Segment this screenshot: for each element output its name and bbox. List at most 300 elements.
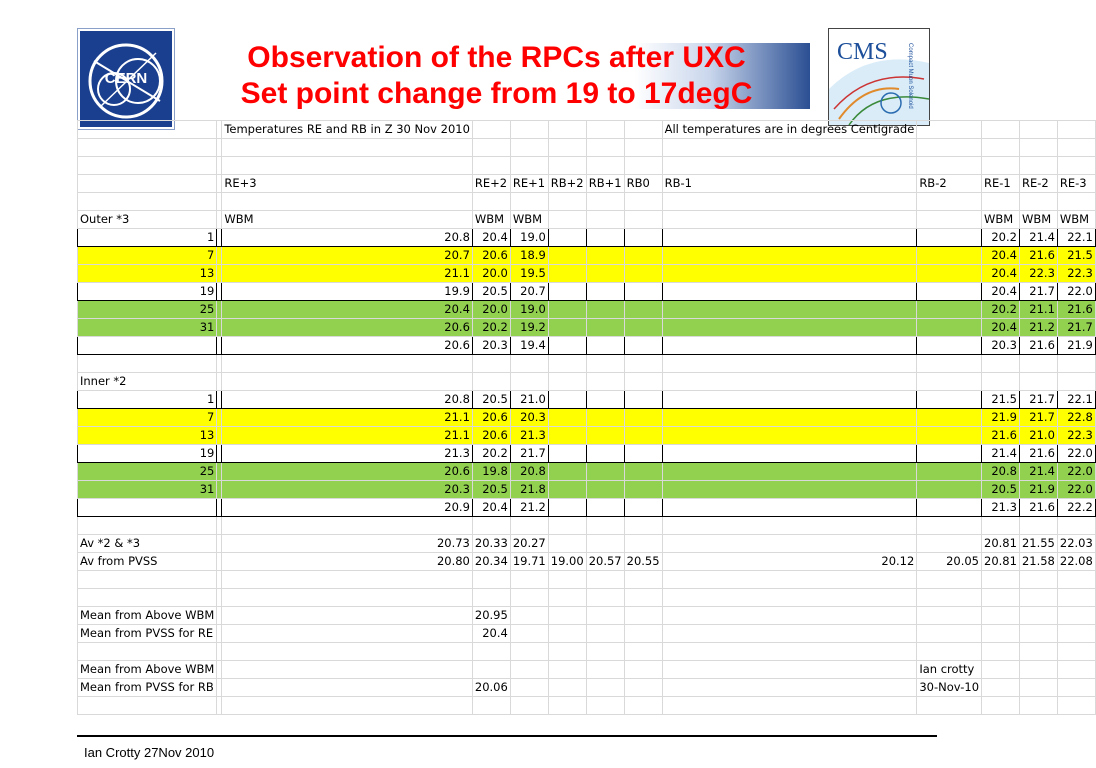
table-cell: [78, 571, 217, 589]
table-cell: 21.9: [982, 409, 1020, 427]
table-cell: [1019, 121, 1057, 139]
table-cell: 21.5: [1057, 247, 1095, 265]
table-cell: RB0: [624, 175, 662, 193]
table-cell: 22.0: [1057, 463, 1095, 481]
table-cell: [624, 499, 662, 517]
table-cell: [548, 139, 586, 157]
table-cell: [1057, 139, 1095, 157]
table-cell: [1057, 373, 1095, 391]
table-cell: [624, 481, 662, 499]
table-cell: 19.71: [510, 553, 548, 571]
table-row: [78, 427, 1096, 445]
table-cell: 20.81: [982, 535, 1020, 553]
table-cell: [662, 337, 917, 355]
table-cell: [624, 139, 662, 157]
table-row: [78, 193, 1096, 211]
table-cell: [1019, 373, 1057, 391]
table-cell: 21.3: [982, 499, 1020, 517]
table-cell: 20.8: [510, 463, 548, 481]
table-cell: [1057, 193, 1095, 211]
table-cell: [662, 373, 917, 391]
table-cell: Outer *3: [78, 211, 217, 229]
table-cell: [1057, 679, 1095, 697]
table-cell: 20.6: [222, 319, 473, 337]
table-cell: [917, 139, 982, 157]
table-cell: [662, 229, 917, 247]
table-cell: [917, 517, 982, 535]
table-cell: [548, 409, 586, 427]
table-cell: 20.6: [222, 463, 473, 481]
table-cell: [586, 697, 624, 715]
table-cell: [472, 157, 510, 175]
table-cell: [586, 283, 624, 301]
table-cell: [548, 445, 586, 463]
table-cell: 1: [78, 391, 217, 409]
table-cell: 20.95: [472, 607, 510, 625]
table-cell: [917, 337, 982, 355]
table-cell: 22.03: [1057, 535, 1095, 553]
table-row: [78, 589, 1096, 607]
table-cell: [1019, 571, 1057, 589]
table-cell: [472, 661, 510, 679]
table-cell: [917, 463, 982, 481]
table-row: [78, 463, 1096, 481]
table-cell: [917, 697, 982, 715]
table-cell: [624, 391, 662, 409]
table-cell: [982, 625, 1020, 643]
table-cell: [548, 607, 586, 625]
table-row: [78, 247, 1096, 265]
table-cell: [917, 445, 982, 463]
table-cell: [624, 355, 662, 373]
table-cell: [662, 463, 917, 481]
table-cell: [78, 175, 217, 193]
table-cell: 20.8: [222, 229, 473, 247]
table-cell: [586, 301, 624, 319]
table-cell: 21.6: [1019, 337, 1057, 355]
table-row: [78, 553, 1096, 571]
table-cell: [548, 211, 586, 229]
table-cell: 22.08: [1057, 553, 1095, 571]
table-cell: 19.4: [510, 337, 548, 355]
table-row: [78, 265, 1096, 283]
table-cell: [662, 499, 917, 517]
table-cell: 19.00: [548, 553, 586, 571]
table-cell: [917, 499, 982, 517]
table-cell: 21.0: [510, 391, 548, 409]
table-cell: [78, 499, 217, 517]
table-cell: [917, 589, 982, 607]
table-cell: [662, 589, 917, 607]
table-cell: Av *2 & *3: [78, 535, 217, 553]
table-cell: 20.57: [586, 553, 624, 571]
table-cell: [510, 373, 548, 391]
table-cell: [548, 463, 586, 481]
table-cell: [548, 625, 586, 643]
table-cell: 21.1: [1019, 301, 1057, 319]
table-cell: 20.2: [982, 301, 1020, 319]
table-cell: [78, 697, 217, 715]
table-cell: RE-2: [1019, 175, 1057, 193]
table-cell: [624, 517, 662, 535]
table-cell: 20.3: [472, 337, 510, 355]
table-cell: 21.4: [1019, 229, 1057, 247]
table-cell: 25: [78, 301, 217, 319]
table-cell: 20.2: [982, 229, 1020, 247]
table-cell: 20.3: [982, 337, 1020, 355]
svg-text:Compact Muon Solenoid: Compact Muon Solenoid: [907, 43, 913, 109]
table-cell: 20.4: [982, 283, 1020, 301]
table-cell: [548, 355, 586, 373]
table-row: [78, 157, 1096, 175]
table-cell: 21.7: [510, 445, 548, 463]
table-cell: [624, 445, 662, 463]
table-cell: [78, 139, 217, 157]
table-cell: 20.34: [472, 553, 510, 571]
table-row: [78, 517, 1096, 535]
table-cell: [624, 301, 662, 319]
table-cell: [662, 535, 917, 553]
table-cell: [510, 517, 548, 535]
table-cell: [662, 139, 917, 157]
table-cell: [917, 301, 982, 319]
table-cell: 20.55: [624, 553, 662, 571]
table-cell: 20.6: [472, 427, 510, 445]
table-cell: 21.7: [1019, 409, 1057, 427]
table-cell: [472, 193, 510, 211]
title-line-2: Set point change from 19 to 17degC: [240, 77, 753, 110]
table-cell: [222, 373, 473, 391]
table-cell: [1057, 355, 1095, 373]
table-cell: 21.5: [982, 391, 1020, 409]
table-cell: [1019, 607, 1057, 625]
table-cell: [624, 463, 662, 481]
table-cell: [624, 265, 662, 283]
table-cell: 19.0: [510, 229, 548, 247]
table-cell: 20.3: [510, 409, 548, 427]
table-cell: [222, 643, 473, 661]
table-cell: 21.3: [510, 427, 548, 445]
table-cell: 20.4: [472, 625, 510, 643]
table-cell: [917, 229, 982, 247]
table-cell: [586, 247, 624, 265]
table-cell: [1019, 625, 1057, 643]
table-cell: 20.4: [472, 229, 510, 247]
cern-logo: [78, 29, 174, 129]
table-row: [78, 409, 1096, 427]
table-cell: 21.2: [510, 499, 548, 517]
table-cell: [222, 679, 473, 697]
table-cell: [917, 283, 982, 301]
table-cell: [510, 571, 548, 589]
table-cell: [1019, 697, 1057, 715]
table-row: [78, 661, 1096, 679]
table-cell: [624, 283, 662, 301]
table-cell: [586, 679, 624, 697]
table-cell: [624, 697, 662, 715]
table-cell: [586, 535, 624, 553]
table-cell: 20.27: [510, 535, 548, 553]
title-line-1: Observation of the RPCs after UXC: [247, 41, 746, 74]
table-cell: 19.5: [510, 265, 548, 283]
table-cell: [586, 355, 624, 373]
table-cell: All temperatures are in degrees Centigrade: [662, 121, 917, 139]
table-cell: [548, 391, 586, 409]
table-cell: [472, 121, 510, 139]
table-cell: [1019, 517, 1057, 535]
table-cell: [222, 697, 473, 715]
table-cell: [917, 373, 982, 391]
table-cell: [662, 247, 917, 265]
table-cell: [222, 517, 473, 535]
table-row: [78, 355, 1096, 373]
table-cell: [510, 589, 548, 607]
table-row: [78, 175, 1096, 193]
table-cell: [586, 211, 624, 229]
cern-logo-graphic: [80, 31, 172, 127]
table-row: [78, 607, 1096, 625]
table-cell: [982, 373, 1020, 391]
table-cell: WBM: [510, 211, 548, 229]
table-cell: [548, 193, 586, 211]
table-cell: [510, 121, 548, 139]
table-cell: [917, 625, 982, 643]
table-row: [78, 445, 1096, 463]
table-cell: [472, 373, 510, 391]
table-cell: [662, 481, 917, 499]
table-cell: [624, 229, 662, 247]
table-cell: [78, 355, 217, 373]
table-cell: [510, 193, 548, 211]
table-cell: 20.8: [222, 391, 473, 409]
table-cell: [586, 643, 624, 661]
table-cell: 30-Nov-10: [917, 679, 982, 697]
table-cell: 20.6: [472, 247, 510, 265]
table-cell: [917, 391, 982, 409]
table-cell: [917, 535, 982, 553]
table-cell: [917, 427, 982, 445]
table-cell: [586, 445, 624, 463]
table-cell: [917, 607, 982, 625]
table-cell: [586, 139, 624, 157]
table-cell: [1057, 661, 1095, 679]
table-cell: 21.1: [222, 265, 473, 283]
table-cell: [1057, 571, 1095, 589]
table-cell: [222, 193, 473, 211]
table-cell: [624, 211, 662, 229]
table-cell: [548, 535, 586, 553]
table-cell: [982, 643, 1020, 661]
table-cell: Inner *2: [78, 373, 217, 391]
table-cell: [1057, 517, 1095, 535]
table-cell: 22.3: [1057, 265, 1095, 283]
table-cell: RB-1: [662, 175, 917, 193]
table-cell: [222, 355, 473, 373]
table-cell: RB+1: [586, 175, 624, 193]
table-cell: 21.6: [1019, 499, 1057, 517]
table-cell: [586, 157, 624, 175]
table-cell: 20.06: [472, 679, 510, 697]
table-cell: [586, 337, 624, 355]
table-cell: [624, 121, 662, 139]
cms-logo-graphic: [829, 29, 929, 125]
table-cell: 21.1: [222, 427, 473, 445]
table-cell: [917, 157, 982, 175]
slide-title: [183, 43, 810, 109]
table-cell: 20.4: [222, 301, 473, 319]
table-cell: 20.6: [472, 409, 510, 427]
table-cell: 20.7: [510, 283, 548, 301]
table-cell: [586, 193, 624, 211]
table-cell: 19: [78, 283, 217, 301]
table-row: [78, 499, 1096, 517]
table-cell: 20.5: [472, 481, 510, 499]
table-cell: [917, 247, 982, 265]
table-cell: [548, 229, 586, 247]
table-cell: 20.4: [982, 319, 1020, 337]
table-cell: [982, 517, 1020, 535]
table-cell: [472, 697, 510, 715]
table-cell: 22.2: [1057, 499, 1095, 517]
table-cell: [548, 319, 586, 337]
table-cell: [982, 607, 1020, 625]
table-cell: 20.05: [917, 553, 982, 571]
footer-divider: [77, 735, 937, 737]
table-cell: [917, 355, 982, 373]
table-cell: [662, 319, 917, 337]
footer-text: Ian Crotty 27Nov 2010: [84, 745, 215, 760]
table-cell: [982, 157, 1020, 175]
table-cell: [1019, 193, 1057, 211]
table-cell: [982, 679, 1020, 697]
table-cell: [624, 373, 662, 391]
table-cell: 19: [78, 445, 217, 463]
table-cell: 21.8: [510, 481, 548, 499]
table-cell: [586, 373, 624, 391]
table-cell: [548, 337, 586, 355]
table-cell: [548, 499, 586, 517]
table-cell: [624, 535, 662, 553]
table-cell: 20.2: [472, 445, 510, 463]
table-cell: [982, 589, 1020, 607]
table-cell: 21.6: [1019, 445, 1057, 463]
table-cell: [510, 607, 548, 625]
table-cell: [624, 427, 662, 445]
table-cell: 21.1: [222, 409, 473, 427]
table-row: [78, 319, 1096, 337]
table-cell: [1057, 625, 1095, 643]
table-cell: [982, 661, 1020, 679]
table-row: [78, 481, 1096, 499]
table-cell: [662, 445, 917, 463]
table-cell: [624, 643, 662, 661]
table-cell: [662, 607, 917, 625]
table-cell: [548, 301, 586, 319]
table-row: [78, 301, 1096, 319]
table-cell: [1057, 643, 1095, 661]
table-cell: 20.9: [222, 499, 473, 517]
table-cell: [548, 679, 586, 697]
table-cell: Mean from Above WBM: [78, 661, 217, 679]
table-cell: [1057, 121, 1095, 139]
table-cell: [662, 391, 917, 409]
table-cell: [222, 157, 473, 175]
table-cell: [1057, 589, 1095, 607]
table-cell: 20.0: [472, 301, 510, 319]
table-cell: [624, 157, 662, 175]
table-cell: 20.4: [982, 247, 1020, 265]
table-cell: [586, 517, 624, 535]
table-cell: [624, 589, 662, 607]
table-cell: [222, 607, 473, 625]
table-cell: [548, 121, 586, 139]
table-cell: [662, 409, 917, 427]
table-cell: Ian crotty: [917, 661, 982, 679]
table-cell: 19.2: [510, 319, 548, 337]
table-cell: [624, 607, 662, 625]
table-cell: [586, 571, 624, 589]
table-cell: [586, 391, 624, 409]
table-cell: [586, 481, 624, 499]
table-cell: [917, 265, 982, 283]
table-cell: RE+3: [222, 175, 473, 193]
table-cell: [1019, 589, 1057, 607]
table-cell: [982, 571, 1020, 589]
table-cell: [222, 625, 473, 643]
table-cell: [1019, 679, 1057, 697]
table-cell: [624, 247, 662, 265]
table-cell: 1: [78, 229, 217, 247]
table-cell: [548, 427, 586, 445]
table-cell: [624, 409, 662, 427]
table-cell: [982, 697, 1020, 715]
table-cell: 21.4: [1019, 463, 1057, 481]
table-cell: [472, 355, 510, 373]
table-cell: [510, 625, 548, 643]
table-cell: 20.6: [222, 337, 473, 355]
table-cell: [662, 193, 917, 211]
table-cell: [548, 157, 586, 175]
table-cell: [222, 589, 473, 607]
table-cell: [662, 265, 917, 283]
table-cell: [624, 571, 662, 589]
table-cell: [472, 517, 510, 535]
table-cell: [78, 643, 217, 661]
table-cell: 21.6: [1019, 247, 1057, 265]
table-cell: [510, 697, 548, 715]
spreadsheet-grid: [77, 120, 1096, 715]
table-row: [78, 391, 1096, 409]
table-row: [78, 643, 1096, 661]
table-cell: 22.0: [1057, 481, 1095, 499]
table-cell: [586, 319, 624, 337]
table-cell: [548, 283, 586, 301]
table-cell: 13: [78, 427, 217, 445]
table-row: [78, 571, 1096, 589]
table-cell: 20.33: [472, 535, 510, 553]
table-cell: [662, 697, 917, 715]
table-cell: [548, 517, 586, 535]
table-cell: 7: [78, 409, 217, 427]
table-row: [78, 625, 1096, 643]
svg-text:CERN: CERN: [104, 70, 148, 87]
table-cell: [548, 589, 586, 607]
table-cell: [917, 121, 982, 139]
table-row: [78, 139, 1096, 157]
table-cell: [586, 625, 624, 643]
table-cell: [1057, 697, 1095, 715]
table-row: [78, 535, 1096, 553]
